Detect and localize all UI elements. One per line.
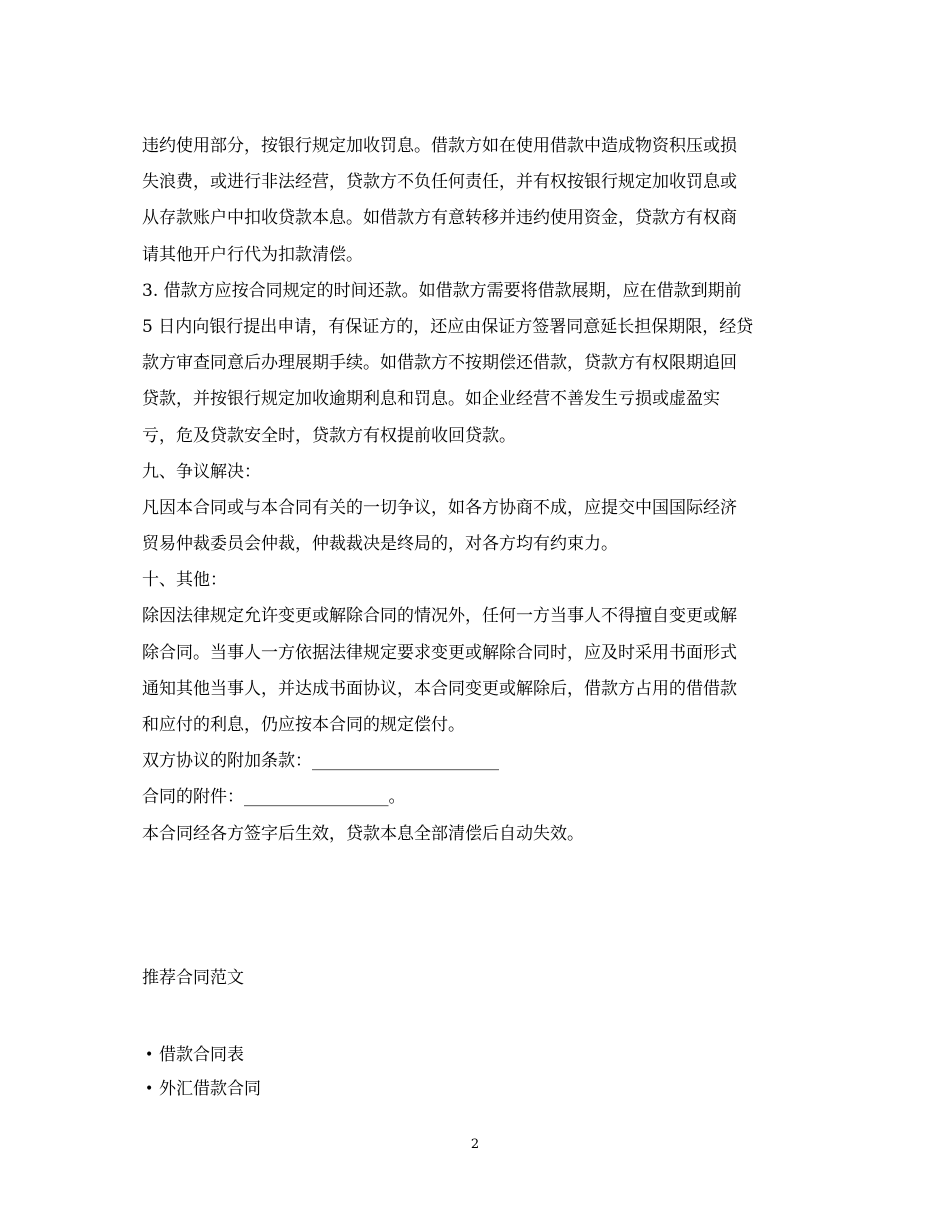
text-line: 除因法律规定允许变更或解除合同的情况外，任何一方当事人不得擅自变更或解 (142, 606, 737, 627)
attachments-blank: 合同的附件：_________________。 (142, 787, 406, 808)
bullet-icon: • (145, 1047, 154, 1063)
recommended-link-foreign-exchange-loan[interactable] (145, 1072, 261, 1106)
text-line: 请其他开户行代为扣款清偿。 (142, 244, 363, 265)
bullet-icon: • (145, 1081, 154, 1097)
text-line: 凡因本合同或与本合同有关的一切争议，如各方协商不成，应提交中国国际经济 (142, 497, 737, 518)
recommended-link-label[interactable]: 借款合同表 (159, 1045, 244, 1065)
effective-clause: 本合同经各方签字后生效，贷款本息全部清偿后自动失效。 (142, 823, 584, 844)
additional-terms-blank: 双方协议的附加条款：______________________ (142, 751, 499, 772)
recommended-link-label[interactable]: 外汇借款合同 (159, 1079, 261, 1099)
text-line: 失浪费，或进行非法经营，贷款方不负任何责任，并有权按银行规定加收罚息或 (142, 172, 737, 193)
page-number: 2 (470, 1137, 480, 1152)
text-line: 和应付的利息，仍应按本合同的规定偿付。 (142, 715, 465, 735)
text-line: 亏，危及贷款安全时，贷款方有权提前收回贷款。 (142, 425, 516, 446)
recommended-link-loan-contract-form[interactable] (145, 1038, 261, 1072)
section-heading-dispute: 九、争议解决： (142, 461, 261, 482)
text-line: 款方审查同意后办理展期手续。如借款方不按期偿还借款，贷款方有权限期追回 (142, 353, 737, 374)
section-heading-other: 十、其他： (142, 570, 227, 591)
contract-body-text (142, 128, 822, 852)
text-line: 贸易仲裁委员会仲裁，仲裁裁决是终局的，对各方均有约束力。 (142, 534, 618, 555)
text-line: 3. 借款方应按合同规定的时间还款。如借款方需要将借款展期，应在借款到期前 (142, 280, 742, 301)
recommended-list (145, 1038, 261, 1106)
text-line: 贷款，并按银行规定加收逾期利息和罚息。如企业经营不善发生亏损或虚盈实 (142, 389, 720, 410)
text-line: 通知其他当事人，并达成书面协议，本合同变更或解除后，借款方占用的借借款 (142, 678, 737, 699)
text-line: 5 日内向银行提出申请，有保证方的，还应由保证方签署同意延长担保期限，经贷 (142, 316, 754, 337)
text-line: 除合同。当事人一方依据法律规定要求变更或解除合同时，应及时采用书面形式 (142, 642, 737, 663)
text-line: 违约使用部分，按银行规定加收罚息。借款方如在使用借款中造成物资积压或损 (142, 136, 737, 156)
text-line: 从存款账户中扣收贷款本息。如借款方有意转移并违约使用资金，贷款方有权商 (142, 208, 737, 229)
recommended-heading: 推荐合同范文 (142, 968, 244, 988)
